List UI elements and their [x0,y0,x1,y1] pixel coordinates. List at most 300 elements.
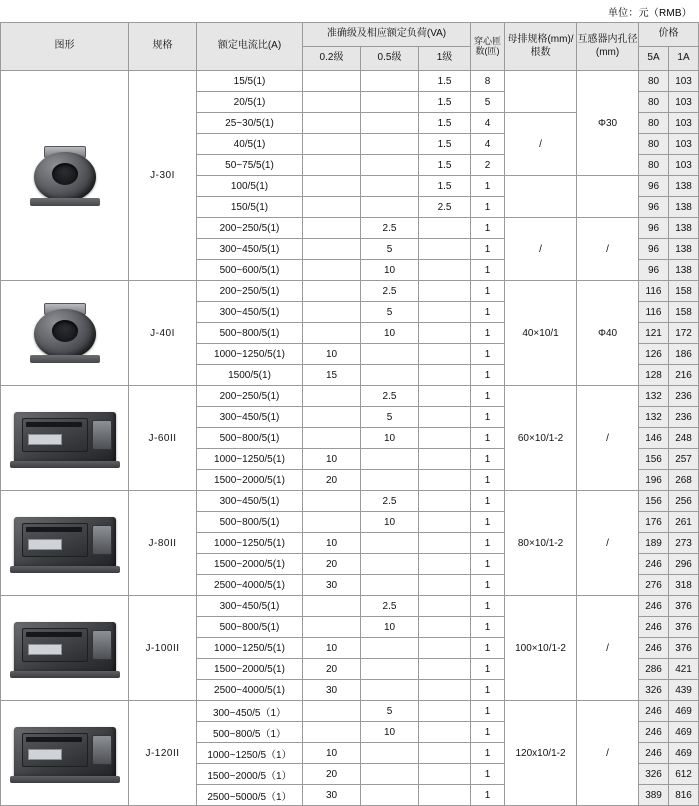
accuracy-02-cell [303,302,361,323]
turns-cell: 1 [471,449,505,470]
accuracy-02-cell [303,701,361,722]
accuracy-1-cell [419,407,471,428]
accuracy-05-cell [361,71,419,92]
model-cell: J-100II [129,596,197,701]
round-ct-icon [1,146,129,206]
price-5a-cell: 96 [639,218,669,239]
price-1a-cell: 268 [669,470,699,491]
price-1a-cell: 439 [669,680,699,701]
ratio-cell: 1000~1250/5（1） [197,743,303,764]
turns-cell: 1 [471,365,505,386]
accuracy-05-cell [361,365,419,386]
turns-cell: 1 [471,575,505,596]
price-5a-cell: 389 [639,785,669,806]
price-1a-cell: 172 [669,323,699,344]
turns-cell: 1 [471,428,505,449]
price-5a-cell: 189 [639,533,669,554]
accuracy-1-cell [419,302,471,323]
accuracy-05-cell [361,659,419,680]
ratio-cell: 500~800/5(1) [197,617,303,638]
bus-cell: 80×10/1-2 [505,491,577,596]
accuracy-05-cell [361,554,419,575]
accuracy-02-cell [303,386,361,407]
price-1a-cell: 612 [669,764,699,785]
price-5a-cell: 132 [639,386,669,407]
box-ct-icon [1,408,129,468]
unit-note: 单位：元（RMB） [607,8,692,19]
hole-cell: / [577,596,639,701]
price-1a-cell: 296 [669,554,699,575]
accuracy-05-cell: 2.5 [361,281,419,302]
accuracy-02-cell [303,617,361,638]
price-5a-cell: 276 [639,575,669,596]
ratio-cell: 300~450/5(1) [197,491,303,512]
price-5a-cell: 156 [639,449,669,470]
accuracy-05-cell [361,764,419,785]
ratio-cell: 200~250/5(1) [197,386,303,407]
accuracy-1-cell [419,722,471,743]
accuracy-02-cell: 20 [303,764,361,785]
turns-cell: 1 [471,512,505,533]
price-1a-cell: 261 [669,512,699,533]
bus-cell [505,71,577,113]
turns-cell: 1 [471,533,505,554]
price-5a-cell: 246 [639,638,669,659]
accuracy-05-cell: 2.5 [361,386,419,407]
accuracy-1-cell [419,470,471,491]
accuracy-05-cell: 10 [361,512,419,533]
accuracy-02-cell: 20 [303,659,361,680]
accuracy-05-cell [361,743,419,764]
turns-cell: 1 [471,491,505,512]
turns-cell: 1 [471,239,505,260]
price-1a-cell: 103 [669,113,699,134]
header-figure: 图形 [1,23,129,71]
accuracy-02-cell [303,491,361,512]
accuracy-05-cell: 5 [361,407,419,428]
accuracy-02-cell [303,323,361,344]
ratio-cell: 2500~5000/5（1） [197,785,303,806]
price-1a-cell: 248 [669,428,699,449]
accuracy-02-cell: 30 [303,785,361,806]
ratio-cell: 300~450/5(1) [197,302,303,323]
price-1a-cell: 236 [669,407,699,428]
accuracy-02-cell: 10 [303,533,361,554]
price-5a-cell: 286 [639,659,669,680]
ratio-cell: 200~250/5(1) [197,218,303,239]
table-header [1,23,699,71]
ratio-cell: 15/5(1) [197,71,303,92]
price-1a-cell: 103 [669,134,699,155]
header-price-5a: 5A [639,47,669,71]
model-cell: J-120II [129,701,197,806]
turns-cell: 1 [471,323,505,344]
turns-cell: 1 [471,302,505,323]
accuracy-1-cell [419,365,471,386]
accuracy-02-cell: 10 [303,449,361,470]
model-cell: J-80II [129,491,197,596]
turns-cell: 1 [471,344,505,365]
accuracy-1-cell [419,281,471,302]
accuracy-1-cell [419,323,471,344]
accuracy-1-cell [419,239,471,260]
price-1a-cell: 469 [669,701,699,722]
accuracy-02-cell: 15 [303,365,361,386]
box-ct-icon [1,513,129,573]
accuracy-1-cell [419,617,471,638]
price-1a-cell: 421 [669,659,699,680]
price-5a-cell: 80 [639,92,669,113]
accuracy-02-cell [303,155,361,176]
header-ratio: 额定电流比(A) [197,23,303,71]
accuracy-02-cell [303,134,361,155]
header-acc-05: 0.5级 [361,47,419,71]
accuracy-05-cell [361,176,419,197]
turns-cell: 1 [471,638,505,659]
price-5a-cell: 246 [639,701,669,722]
accuracy-02-cell: 30 [303,680,361,701]
product-figure-cell [1,596,129,701]
price-5a-cell: 196 [639,470,669,491]
accuracy-1-cell [419,680,471,701]
accuracy-1-cell [419,218,471,239]
header-accuracy-group: 准确级及相应额定负荷(VA) [303,23,471,47]
accuracy-1-cell [419,533,471,554]
ratio-cell: 1000~1250/5(1) [197,344,303,365]
price-1a-cell: 376 [669,596,699,617]
accuracy-1-cell [419,449,471,470]
accuracy-05-cell: 10 [361,428,419,449]
ratio-cell: 150/5(1) [197,197,303,218]
accuracy-1-cell: 1.5 [419,92,471,113]
accuracy-02-cell [303,260,361,281]
ratio-cell: 300~450/5(1) [197,239,303,260]
accuracy-1-cell: 1.5 [419,71,471,92]
price-1a-cell: 318 [669,575,699,596]
turns-cell: 4 [471,113,505,134]
header-acc-02: 0.2级 [303,47,361,71]
price-5a-cell: 326 [639,680,669,701]
accuracy-1-cell [419,575,471,596]
accuracy-1-cell [419,785,471,806]
accuracy-02-cell: 20 [303,554,361,575]
accuracy-05-cell [361,449,419,470]
product-figure-cell [1,491,129,596]
table-row [1,701,699,722]
price-1a-cell: 273 [669,533,699,554]
round-ct-icon [1,303,129,363]
price-1a-cell: 138 [669,239,699,260]
accuracy-05-cell [361,638,419,659]
turns-cell: 1 [471,197,505,218]
price-1a-cell: 138 [669,176,699,197]
turns-cell: 1 [471,596,505,617]
price-1a-cell: 216 [669,365,699,386]
accuracy-02-cell [303,281,361,302]
accuracy-1-cell [419,764,471,785]
accuracy-05-cell: 10 [361,722,419,743]
price-5a-cell: 121 [639,323,669,344]
price-1a-cell: 158 [669,302,699,323]
price-5a-cell: 116 [639,302,669,323]
price-1a-cell: 257 [669,449,699,470]
accuracy-02-cell [303,239,361,260]
accuracy-02-cell: 10 [303,743,361,764]
ratio-cell: 1500~2000/5(1) [197,659,303,680]
header-hole: 互感器内孔径(mm) [577,23,639,71]
ratio-cell: 500~800/5(1) [197,512,303,533]
ratio-cell: 500~800/5（1） [197,722,303,743]
turns-cell: 1 [471,785,505,806]
bus-cell: / [505,113,577,176]
price-1a-cell: 469 [669,722,699,743]
accuracy-1-cell [419,554,471,575]
accuracy-02-cell [303,722,361,743]
price-5a-cell: 326 [639,764,669,785]
turns-cell: 1 [471,386,505,407]
header-acc-1: 1级 [419,47,471,71]
accuracy-05-cell [361,113,419,134]
accuracy-02-cell [303,113,361,134]
turns-cell: 2 [471,155,505,176]
accuracy-05-cell: 2.5 [361,218,419,239]
box-ct-icon [1,723,129,783]
price-5a-cell: 96 [639,239,669,260]
accuracy-02-cell: 10 [303,344,361,365]
price-5a-cell: 80 [639,71,669,92]
header-price: 价格 [639,23,699,47]
accuracy-1-cell [419,428,471,449]
ratio-cell: 25~30/5(1) [197,113,303,134]
accuracy-05-cell [361,134,419,155]
price-5a-cell: 96 [639,260,669,281]
turns-cell: 1 [471,554,505,575]
ratio-cell: 200~250/5(1) [197,281,303,302]
price-5a-cell: 176 [639,512,669,533]
price-5a-cell: 246 [639,722,669,743]
hole-cell: / [577,218,639,281]
accuracy-02-cell [303,407,361,428]
ratio-cell: 500~800/5(1) [197,323,303,344]
accuracy-1-cell [419,743,471,764]
price-5a-cell: 128 [639,365,669,386]
ratio-cell: 1500/5(1) [197,365,303,386]
price-1a-cell: 236 [669,386,699,407]
accuracy-02-cell [303,92,361,113]
accuracy-1-cell [419,596,471,617]
accuracy-1-cell: 2.5 [419,197,471,218]
turns-cell: 1 [471,764,505,785]
accuracy-1-cell: 1.5 [419,155,471,176]
bus-cell: 40×10/1 [505,281,577,386]
price-1a-cell: 816 [669,785,699,806]
turns-cell: 1 [471,743,505,764]
accuracy-02-cell [303,71,361,92]
price-5a-cell: 156 [639,491,669,512]
turns-cell: 1 [471,176,505,197]
accuracy-02-cell: 30 [303,575,361,596]
ratio-cell: 2500~4000/5(1) [197,680,303,701]
table-row [1,491,699,512]
turns-cell: 1 [471,722,505,743]
ratio-cell: 1000~1250/5(1) [197,533,303,554]
accuracy-02-cell [303,428,361,449]
ratio-cell: 500~800/5(1) [197,428,303,449]
accuracy-1-cell: 1.5 [419,176,471,197]
turns-cell: 8 [471,71,505,92]
accuracy-1-cell [419,638,471,659]
accuracy-05-cell [361,533,419,554]
price-5a-cell: 96 [639,197,669,218]
accuracy-1-cell: 1.5 [419,113,471,134]
accuracy-05-cell: 5 [361,239,419,260]
accuracy-05-cell: 5 [361,302,419,323]
accuracy-05-cell: 10 [361,323,419,344]
price-1a-cell: 376 [669,617,699,638]
ratio-cell: 100/5(1) [197,176,303,197]
table-row [1,71,699,92]
ratio-cell: 1000~1250/5(1) [197,449,303,470]
product-figure-cell [1,386,129,491]
ratio-cell: 1500~2000/5(1) [197,470,303,491]
accuracy-1-cell [419,260,471,281]
accuracy-02-cell [303,218,361,239]
accuracy-05-cell: 10 [361,617,419,638]
bus-cell [505,176,577,218]
hole-cell: Φ40 [577,281,639,386]
price-1a-cell: 138 [669,218,699,239]
price-5a-cell: 80 [639,113,669,134]
price-5a-cell: 246 [639,596,669,617]
ratio-cell: 1000~1250/5(1) [197,638,303,659]
header-price-1a: 1A [669,47,699,71]
accuracy-05-cell: 2.5 [361,491,419,512]
price-5a-cell: 116 [639,281,669,302]
price-5a-cell: 146 [639,428,669,449]
turns-cell: 1 [471,470,505,491]
model-cell: J-60II [129,386,197,491]
price-5a-cell: 132 [639,407,669,428]
accuracy-05-cell [361,470,419,491]
accuracy-02-cell: 20 [303,470,361,491]
price-5a-cell: 80 [639,155,669,176]
ratio-cell: 300~450/5（1） [197,701,303,722]
hole-cell: / [577,701,639,806]
bus-cell: / [505,218,577,281]
accuracy-02-cell [303,596,361,617]
price-5a-cell: 246 [639,743,669,764]
hole-cell: / [577,491,639,596]
ratio-cell: 20/5(1) [197,92,303,113]
ratio-cell: 2500~4000/5(1) [197,575,303,596]
table-body [1,71,699,806]
price-5a-cell: 126 [639,344,669,365]
model-cell: J-40I [129,281,197,386]
accuracy-1-cell [419,344,471,365]
ratio-cell: 1500~2000/5(1) [197,554,303,575]
model-cell: J-30I [129,71,197,281]
accuracy-05-cell: 2.5 [361,596,419,617]
hole-cell [577,176,639,218]
ratio-cell: 300~450/5(1) [197,407,303,428]
ratio-cell: 50~75/5(1) [197,155,303,176]
price-1a-cell: 469 [669,743,699,764]
ct-price-table [0,22,699,806]
price-5a-cell: 96 [639,176,669,197]
turns-cell: 1 [471,701,505,722]
turns-cell: 4 [471,134,505,155]
box-ct-icon [1,618,129,678]
price-1a-cell: 376 [669,638,699,659]
turns-cell: 1 [471,218,505,239]
accuracy-05-cell [361,197,419,218]
accuracy-1-cell: 1.5 [419,134,471,155]
price-1a-cell: 138 [669,197,699,218]
price-1a-cell: 186 [669,344,699,365]
turns-cell: 1 [471,260,505,281]
product-figure-cell [1,701,129,806]
accuracy-05-cell: 10 [361,260,419,281]
hole-cell: Φ30 [577,71,639,176]
accuracy-05-cell [361,680,419,701]
price-1a-cell: 103 [669,92,699,113]
price-1a-cell: 103 [669,155,699,176]
accuracy-02-cell [303,197,361,218]
accuracy-05-cell [361,155,419,176]
price-5a-cell: 80 [639,134,669,155]
price-1a-cell: 256 [669,491,699,512]
table-row [1,386,699,407]
turns-cell: 1 [471,407,505,428]
table-row [1,596,699,617]
turns-cell: 5 [471,92,505,113]
turns-cell: 1 [471,281,505,302]
price-1a-cell: 138 [669,260,699,281]
header-spec: 规格 [129,23,197,71]
accuracy-02-cell: 10 [303,638,361,659]
accuracy-05-cell [361,575,419,596]
price-5a-cell: 246 [639,554,669,575]
product-figure-cell [1,281,129,386]
accuracy-05-cell: 5 [361,701,419,722]
accuracy-02-cell [303,512,361,533]
table-row [1,281,699,302]
header-turns: 穿心匝数(匝) [471,23,505,71]
turns-cell: 1 [471,617,505,638]
price-1a-cell: 103 [669,71,699,92]
accuracy-05-cell [361,92,419,113]
accuracy-05-cell [361,344,419,365]
accuracy-1-cell [419,659,471,680]
hole-cell: / [577,386,639,491]
accuracy-1-cell [419,512,471,533]
ratio-cell: 40/5(1) [197,134,303,155]
ratio-cell: 500~600/5(1) [197,260,303,281]
accuracy-1-cell [419,386,471,407]
accuracy-02-cell [303,176,361,197]
bus-cell: 100×10/1-2 [505,596,577,701]
ratio-cell: 1500~2000/5（1） [197,764,303,785]
product-figure-cell [1,71,129,281]
price-5a-cell: 246 [639,617,669,638]
bus-cell: 120x10/1-2 [505,701,577,806]
header-bus: 母排规格(mm)/根数 [505,23,577,71]
accuracy-05-cell [361,785,419,806]
ratio-cell: 300~450/5(1) [197,596,303,617]
turns-cell: 1 [471,659,505,680]
accuracy-1-cell [419,701,471,722]
bus-cell: 60×10/1-2 [505,386,577,491]
